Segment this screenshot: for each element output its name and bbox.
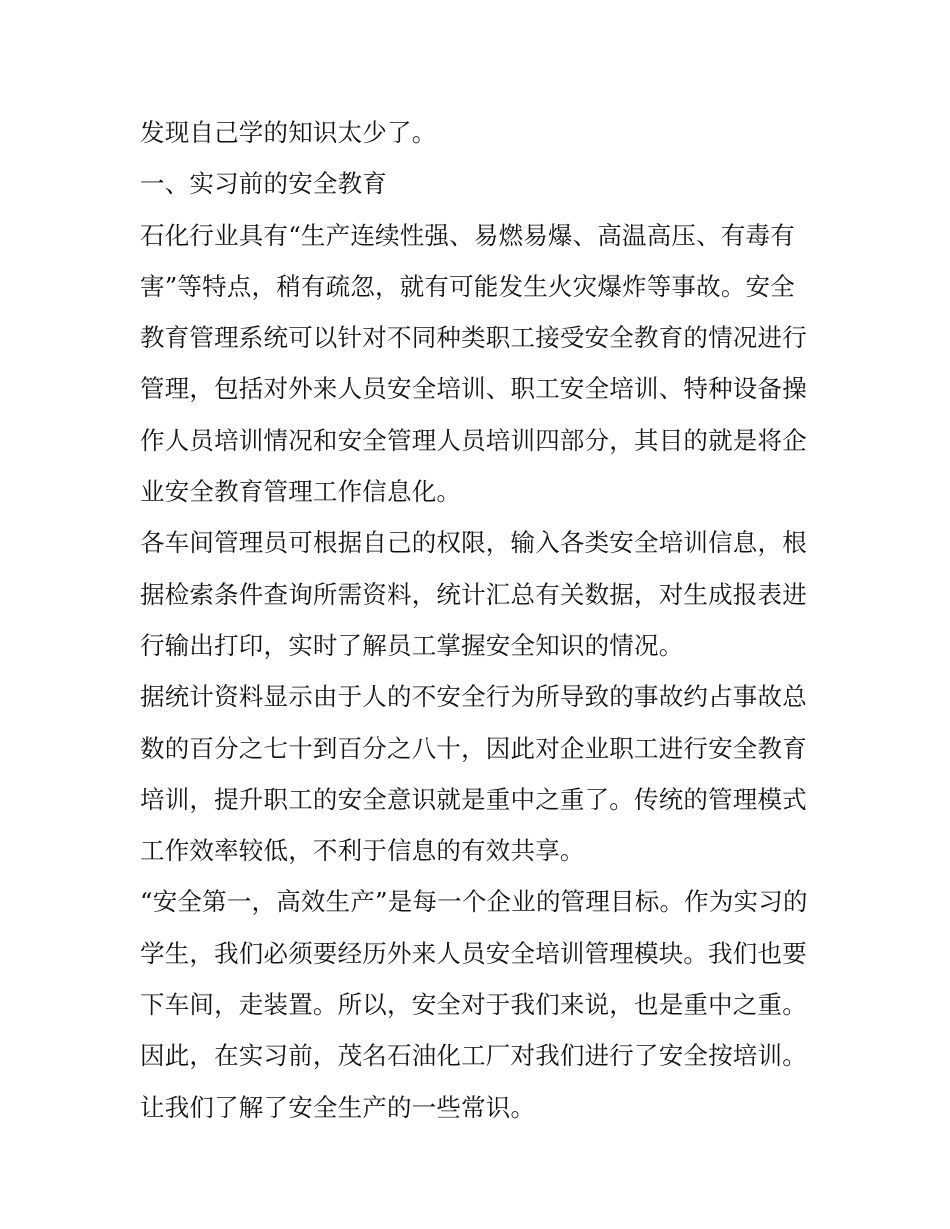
text-line: 数的百分之七十到百分之八十，因此对企业职工进行安全教育 [140,733,807,763]
text-line: 据统计资料显示由于人的不安全行为所导致的事故约占事故总 [140,682,807,712]
text-line: 让我们了解了安全生产的一些常识。 [140,1092,536,1122]
text-line: 工作效率较低，不利于信息的有效共享。 [140,836,585,866]
text-line: 行输出打印，实时了解员工掌握安全知识的情况。 [140,630,684,660]
text-line-continuation: 发现自己学的知识太少了。 [140,118,437,147]
text-line: 害”等特点，稍有疏忽，就有可能发生火灾爆炸等事故。安全 [140,271,795,301]
body-text [140,107,820,1133]
section-heading: 一、实习前的安全教育 [140,169,387,199]
text-line: 据检索条件查询所需资料，统计汇总有关数据，对生成报表进 [140,579,807,609]
text-line: 因此，在实习前，茂名石油化工厂对我们进行了安全按培训。 [140,1041,807,1071]
text-line: 培训，提升职工的安全意识就是重中之重了。传统的管理模式 [140,784,807,814]
text-line: 业安全教育管理工作信息化。 [140,477,462,507]
text-line: 学生，我们必须要经历外来人员安全培训管理模块。我们也要 [140,938,807,968]
text-line: 各车间管理员可根据自己的权限，输入各类安全培训信息，根 [140,528,807,558]
text-line: 石化行业具有“生产连续性强、易燃易爆、高温高压、有毒有 [140,220,795,250]
text-line: 作人员培训情况和安全管理人员培训四部分，其目的就是将企 [140,425,807,455]
text-line: “安全第一，高效生产”是每一个企业的管理目标。作为实习的 [140,887,808,917]
text-line: 管理，包括对外来人员安全培训、职工安全培训、特种设备操 [140,374,807,404]
text-line: 教育管理系统可以针对不同种类职工接受安全教育的情况进行 [140,323,807,353]
text-line: 下车间，走装置。所以，安全对于我们来说，也是重中之重。 [140,990,807,1020]
